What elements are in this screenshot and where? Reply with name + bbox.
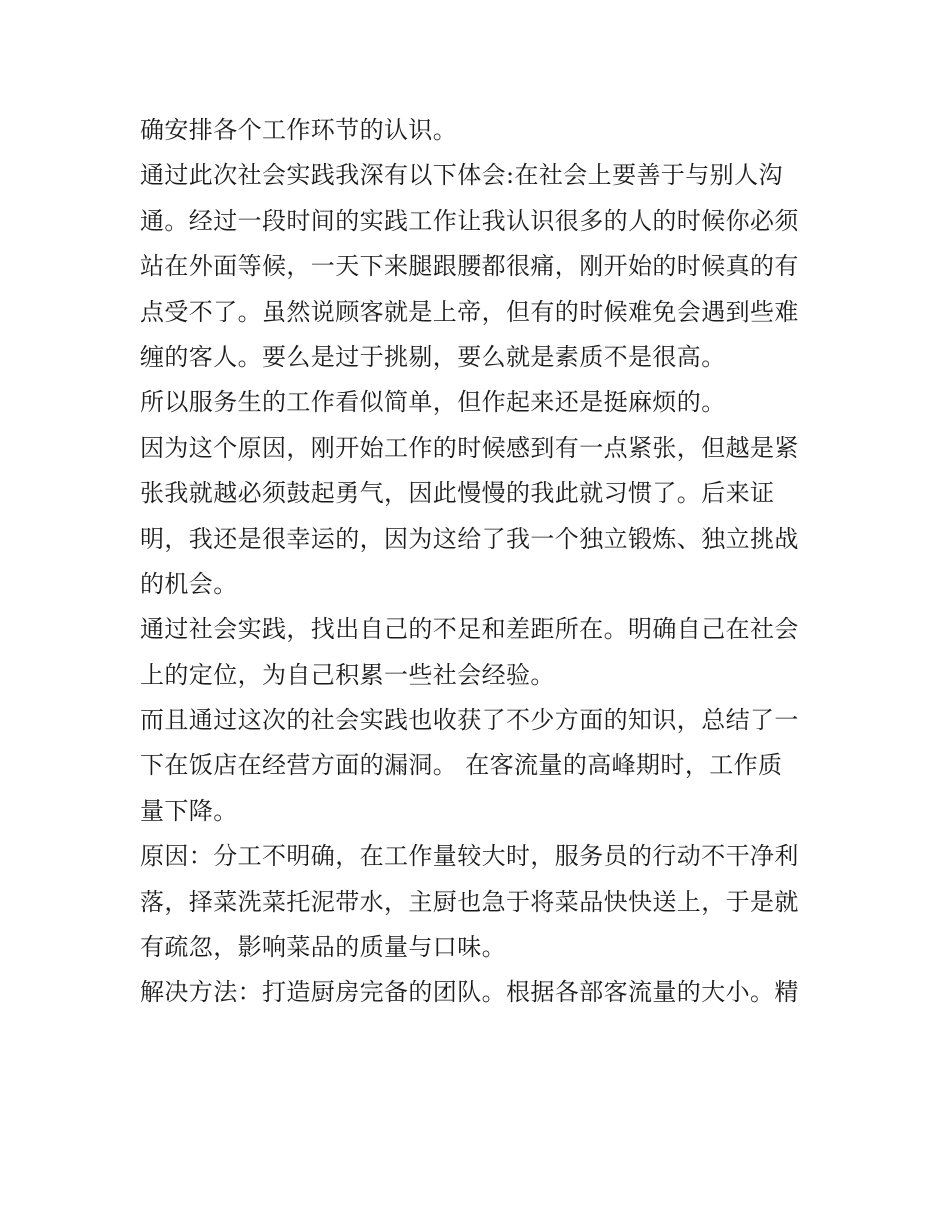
text-line: 张我就越必须鼓起勇气，因此慢慢的我此就习惯了。后来证 [140,479,775,508]
text-line: 有疏忽，影响菜品的质量与口味。 [140,933,506,962]
text-line: 通。经过一段时间的实践工作让我认识很多的人的时候你必须 [140,206,799,235]
text-line: 下在饭店在经营方面的漏洞。 在客流量的高峰期时，工作质 [140,751,783,780]
text-line: 因为这个原因，刚开始工作的时候感到有一点紧张，但越是紧 [140,433,799,462]
text-line: 确安排各个工作环节的认识。 [140,116,458,144]
text-line: 缠的客人。要么是过于挑剔，要么就是素质不是很高。 [140,342,726,371]
text-line: 量下降。 [140,796,238,825]
text-line: 而且通过这次的社会实践也收获了不少方面的知识，总结了一 [140,706,799,735]
text-line: 通过此次社会实践我深有以下体会:在社会上要善于与别人沟 [140,161,783,190]
text-line: 落，择菜洗菜托泥带水，主厨也急于将菜品快快送上，于是就 [140,887,799,916]
text-line: 明，我还是很幸运的，因为这给了我一个独立锻炼、独立挑战 [140,524,799,553]
document-body [140,108,820,1016]
text-line: 点受不了。虽然说顾客就是上帝，但有的时候难免会遇到些难 [140,297,799,326]
text-line: 通过社会实践，找出自己的不足和差距所在。明确自己在社会 [140,615,799,644]
text-line: 的机会。 [140,569,238,598]
text-line: 上的定位，为自己积累一些社会经验。 [140,660,555,689]
text-line: 站在外面等候，一天下来腿跟腰都很痛，刚开始的时候真的有 [140,252,799,281]
text-line: 原因：分工不明确，在工作量较大时，服务员的行动不干净利 [140,842,799,871]
text-line: 解决方法：打造厨房完备的团队。根据各部客流量的大小。精 [140,978,799,1007]
text-line: 所以服务生的工作看似简单，但作起来还是挺麻烦的。 [140,388,726,417]
